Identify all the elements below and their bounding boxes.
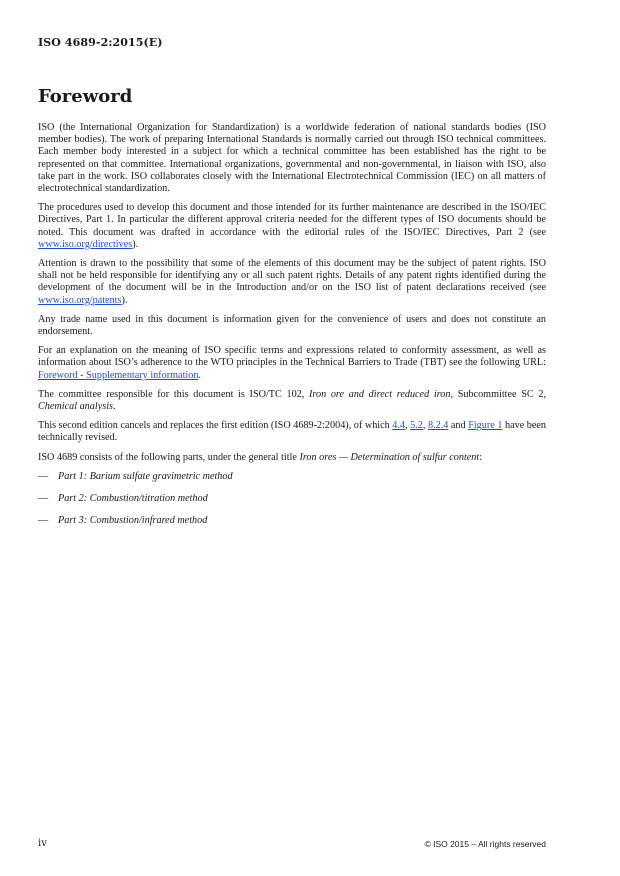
directives-link[interactable]: www.iso.org/directives	[38, 238, 133, 250]
paragraph-parts-intro: ISO 4689 consists of the following parts, under the general title Iron ores — Determination of sulfur content:	[38, 451, 483, 463]
copyright-notice: © ISO 2015 – All rights reserved	[424, 839, 546, 849]
paragraph-committee: The committee responsible for this document is ISO/TC 102, Iron ore and direct reduced iron, Subcommittee SC 2, Chemical analysis.	[38, 388, 547, 413]
clause-4-4-link[interactable]: 4.4	[392, 420, 406, 432]
document-id-header: ISO 4689-2:2015(E)	[38, 36, 163, 49]
figure-1-link[interactable]: Figure 1	[468, 420, 503, 432]
parts-list	[38, 471, 546, 528]
clause-5-2-link[interactable]: 5.2	[410, 420, 423, 432]
page-title: Foreword	[38, 86, 133, 107]
paragraph-edition: This second edition cancels and replaces the first edition (ISO 4689-2:2004), of which 4.4, 5.2, 8.2.4 and Figure 1 have been technically revised.	[38, 420, 547, 444]
list-item: — Part 2: Combustion/titration method	[38, 493, 208, 505]
paragraph-patents: Attention is drawn to the possibility that some of the elements of this document may be the subject of patent rights. ISO shall not be held responsible for identifying any or all such patent rights. Details of any patent rights identified during the development of the document will be in the Introduction and/or on the ISO list of patent declarations received (see www.iso.org/patents).	[38, 258, 546, 306]
foreword-body	[38, 122, 546, 537]
paragraph-trade-name: Any trade name used in this document is information given for the convenience of users and does not constitute an endorsement.	[38, 313, 546, 338]
list-item: — Part 3: Combustion/infrared method	[38, 515, 208, 527]
paragraph-procedures: The procedures used to develop this document and those intended for its further maintenance are described in the ISO/IEC Directives, Part 1. In particular the different approval criteria needed for the different types of ISO documents should be noted. This document was drafted in accordance with the editorial rules of the ISO/IEC Directives, Part 2 (see www.iso.org/directives).	[38, 202, 546, 250]
supplementary-info-link[interactable]: Foreword - Supplementary information	[38, 369, 199, 381]
page-number: iv	[38, 838, 47, 849]
clause-8-2-4-link[interactable]: 8.2.4	[427, 420, 449, 432]
paragraph-conformity: For an explanation on the meaning of ISO specific terms and expressions related to conformity assessment, as well as information about ISO’s adherence to the WTO principles in the Technical Barriers to Trade (TBT) see the following URL: Foreword - Supplementary information.	[38, 345, 546, 381]
paragraph-iso-intro: ISO (the International Organization for Standardization) is a worldwide federation of national standards bodies (ISO member bodies). The work of preparing International Standards is normally carried out through ISO technical committees. Each member body interested in a subject for which a technical committee has been established has the right to be represented on that committee. International organizations, governmental and non-governmental, in liaison with ISO, also take part in the work. ISO collaborates closely with the International Electrotechnical Commission (IEC) on all matters of electrotechnical standardization.	[38, 122, 546, 195]
list-item: — Part 1: Barium sulfate gravimetric method	[38, 470, 233, 482]
patents-link[interactable]: www.iso.org/patents	[38, 294, 122, 306]
